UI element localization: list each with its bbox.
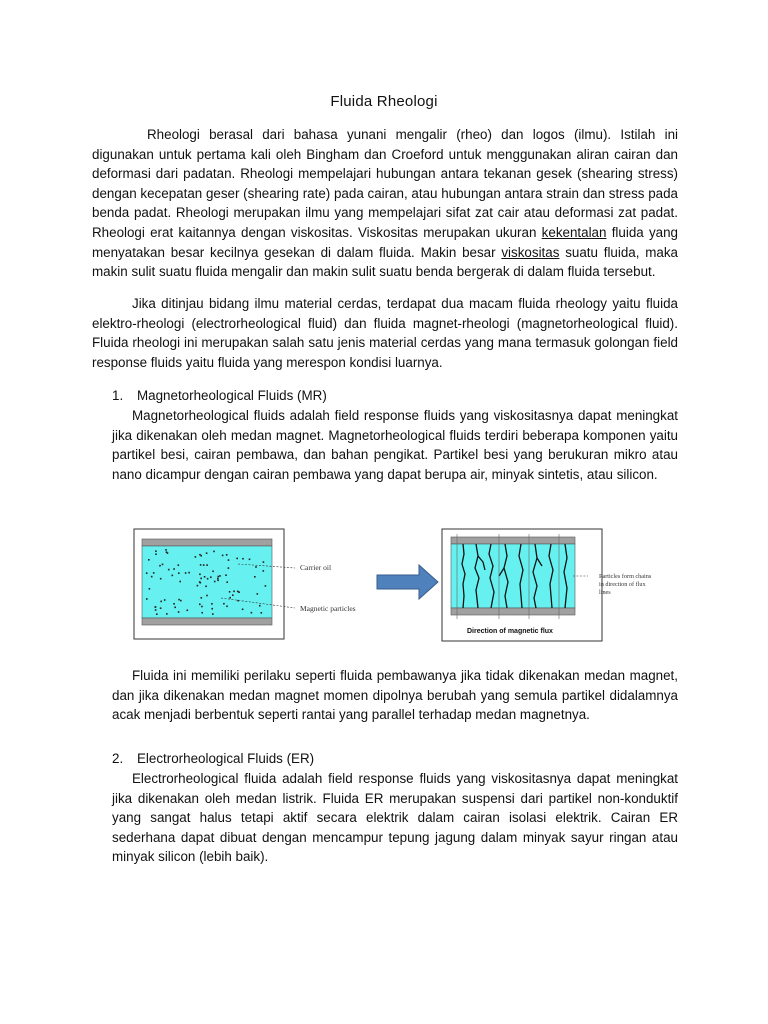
- particle-dot: [200, 578, 202, 580]
- particle-dot: [178, 572, 180, 574]
- particle-dot: [228, 559, 230, 561]
- particle-dot: [162, 564, 164, 566]
- particle-dot: [165, 549, 167, 551]
- particle-dot: [212, 571, 214, 573]
- particle-dot: [173, 603, 175, 605]
- particle-dot: [223, 603, 225, 605]
- particle-dot: [210, 576, 212, 578]
- particle-dot: [206, 595, 208, 597]
- particle-dot: [255, 566, 257, 568]
- particle-dot: [172, 575, 174, 577]
- particle-dot: [199, 604, 201, 606]
- particle-dot: [197, 585, 199, 587]
- intro-text-a: Rheologi berasal dari bahasa yunani mengalir (rheo) dan logos (ilmu). Istilah ini digunakan untuk pertama kali oleh Bingham dan Croeford untuk menggunakan aliran cairan dan deformasi dari padatan. Rheologi mempelajari hubungan antara tekanan gesek (shearing stress) dengan kecepatan geser (shearing rate) pada cairan, atau hubungan antara strain dan stress pada benda padat. Rheologi merupakan ilmu yang mempelajari sifat zat cair atau deformasi zat padat. Rheologi erat kaitannya dengan viskositas. Viskositas merupakan ukuran: [92, 127, 678, 240]
- label-magnetic-particles: Magnetic particles: [300, 604, 356, 613]
- particle-dot: [226, 606, 228, 608]
- particle-dot: [219, 575, 221, 577]
- particle-dot: [233, 591, 235, 593]
- particle-dot: [226, 581, 228, 583]
- particle-dot: [156, 613, 158, 615]
- section-1-title: Magnetorheological Fluids (MR): [137, 388, 327, 403]
- particle-dot: [178, 599, 180, 601]
- particle-dot: [218, 576, 220, 578]
- figure-caption: Direction of magnetic flux: [467, 628, 553, 635]
- particle-dot: [160, 578, 162, 580]
- particle-dot: [200, 564, 202, 566]
- particle-dot: [173, 568, 175, 570]
- particle-dot: [155, 609, 157, 611]
- particle-dot: [229, 591, 231, 593]
- particle-dot: [254, 576, 256, 578]
- particle-dot: [229, 597, 231, 599]
- intro-paragraph: [92, 125, 678, 282]
- right-bottom-plate: [451, 608, 575, 615]
- particle-dot: [178, 564, 180, 566]
- particle-dot: [160, 601, 162, 603]
- particle-dot: [168, 569, 170, 571]
- section-2-number: 2.: [112, 751, 124, 766]
- particle-dot: [195, 556, 197, 558]
- section-1-heading: [112, 386, 327, 406]
- link-viskositas[interactable]: viskositas: [501, 244, 560, 260]
- particle-dot: [174, 607, 176, 609]
- particle-dot: [204, 576, 206, 578]
- particle-dot: [166, 613, 168, 615]
- intro-text-c: suatu fluida, maka makin sulit suatu fluida mengalir dan makin sulit suatu benda bergerak di dalam fluida tersebut.: [92, 244, 678, 280]
- particle-dot: [203, 564, 205, 566]
- particle-dot: [228, 567, 230, 569]
- particle-dot: [211, 608, 213, 610]
- particle-dot: [201, 597, 203, 599]
- particle-dot: [251, 612, 253, 614]
- link-kekentalan[interactable]: kekentalan: [541, 224, 607, 240]
- particle-dot: [263, 570, 265, 572]
- section-2-heading: [112, 749, 314, 769]
- transition-arrow: [377, 565, 438, 599]
- particle-dot: [155, 606, 157, 608]
- particle-dot: [237, 591, 239, 593]
- particle-dot: [199, 554, 201, 556]
- particle-dot: [217, 578, 219, 580]
- particle-dot: [261, 612, 263, 614]
- particle-dot: [180, 600, 182, 602]
- particle-dot: [187, 610, 189, 612]
- particle-dot: [148, 559, 150, 561]
- particle-dot: [232, 594, 234, 596]
- section-1-number: 1.: [112, 388, 124, 403]
- right-fluid: [451, 544, 575, 608]
- particle-dot: [214, 581, 216, 583]
- particle-dot: [249, 559, 251, 561]
- particle-dot: [236, 558, 238, 560]
- particle-dot: [155, 553, 157, 555]
- particle-dot: [242, 558, 244, 560]
- particle-dot: [257, 593, 259, 595]
- particle-dot: [201, 612, 203, 614]
- particle-dot: [213, 551, 215, 553]
- particle-dot: [153, 572, 155, 574]
- particle-dot: [238, 591, 240, 593]
- particle-dot: [206, 564, 208, 566]
- particle-dot: [201, 606, 203, 608]
- particle-dot: [225, 574, 227, 576]
- intro-text-b: fluida yang menyatakan besar kecilnya gesekan di dalam fluida. Makin besar: [92, 224, 678, 260]
- particle-dot: [205, 586, 207, 588]
- mr-fluid-figure: [133, 526, 652, 642]
- section-2-body: Electrorheological fluida adalah field response fluids yang viskositasnya dapat meningkat jika dikenakan oleh medan listrik. Fluida ER merupakan suspensi dari partikel non-konduktif yang sangat halus tetapi aktif secara elektrik dalam cairan isolasi elektrik. Cairan ER sederhana dapat dibuat dengan mencampur tepung jagung dalam minyak sayur ringan atau minyak silicon (lebih baik).: [112, 771, 678, 865]
- particle-dot: [211, 603, 213, 605]
- particle-dot: [242, 609, 244, 611]
- particle-dot: [155, 550, 157, 552]
- particle-dot: [146, 598, 148, 600]
- particle-dot: [166, 551, 168, 553]
- particle-dot: [222, 555, 224, 557]
- left-bottom-plate: [142, 618, 272, 625]
- particle-dot: [226, 554, 228, 556]
- particle-dot: [188, 572, 190, 574]
- section-1-body: Magnetorheological fluids adalah field response fluids yang viskositasnya dapat meningkat jika dikenakan oleh medan magnet. Magnetorheological fluids terdiri beberapa komponen yaitu partikel besi, cairan pembawa, dan bahan pengikat. Partikel besi yang berukuran mikro atau nano dicampur dengan cairan pembawa yang dapat berupa air, minyak sintetis, atau silicon.: [112, 408, 678, 482]
- particle-dot: [160, 607, 162, 609]
- particle-dot: [199, 581, 201, 583]
- paragraph-material-cerdas: Jika ditinjau bidang ilmu material cerdas, terdapat dua macam fluida rheology yaitu fluida elektro-rheologi (electrorheological fluid) dan fluida magnet-rheologi (magnetorheological fluid). Fluida rheologi ini merupakan salah satu jenis material cerdas yang mana termasuk golongan field response fluids yaitu fluida yang merespon kondisi luarnya.: [92, 296, 678, 370]
- particle-dot: [164, 599, 166, 601]
- particle-dot: [159, 565, 161, 567]
- particle-dot: [263, 561, 265, 563]
- particle-dot: [265, 585, 267, 587]
- label-chains-1: Particles form chains: [599, 573, 652, 580]
- particle-dot: [206, 552, 208, 554]
- particle-dot: [178, 611, 180, 613]
- particle-dot: [179, 581, 181, 583]
- particle-dot: [151, 576, 153, 578]
- label-carrier-oil: Carrier oil: [300, 563, 332, 572]
- particle-dot: [259, 605, 261, 607]
- left-top-plate: [142, 539, 272, 546]
- left-fluid: [142, 546, 272, 618]
- particle-dot: [185, 572, 187, 574]
- paragraph-behavior: Fluida ini memiliki perilaku seperti fluida pembawanya jika tidak dikenakan medan magnet, dan jika dikenakan medan magnet momen dipolnya berubah yang semula partikel didalamnya acak menjadi berbentuk seperti rantai yang parallel terhadap medan magnetnya.: [112, 668, 678, 723]
- particle-dot: [207, 578, 209, 580]
- particle-dot: [217, 580, 219, 582]
- particle-dot: [212, 613, 214, 615]
- particle-dot: [149, 588, 151, 590]
- section-2-title: Electrorheological Fluids (ER): [137, 751, 315, 766]
- right-top-plate: [451, 537, 575, 544]
- particle-dot: [199, 574, 201, 576]
- document-title: Fluida Rheologi: [330, 93, 438, 110]
- label-chains-3: lines: [599, 589, 611, 596]
- label-chains-2: in direction of flux: [599, 581, 646, 588]
- particle-dot: [146, 572, 148, 574]
